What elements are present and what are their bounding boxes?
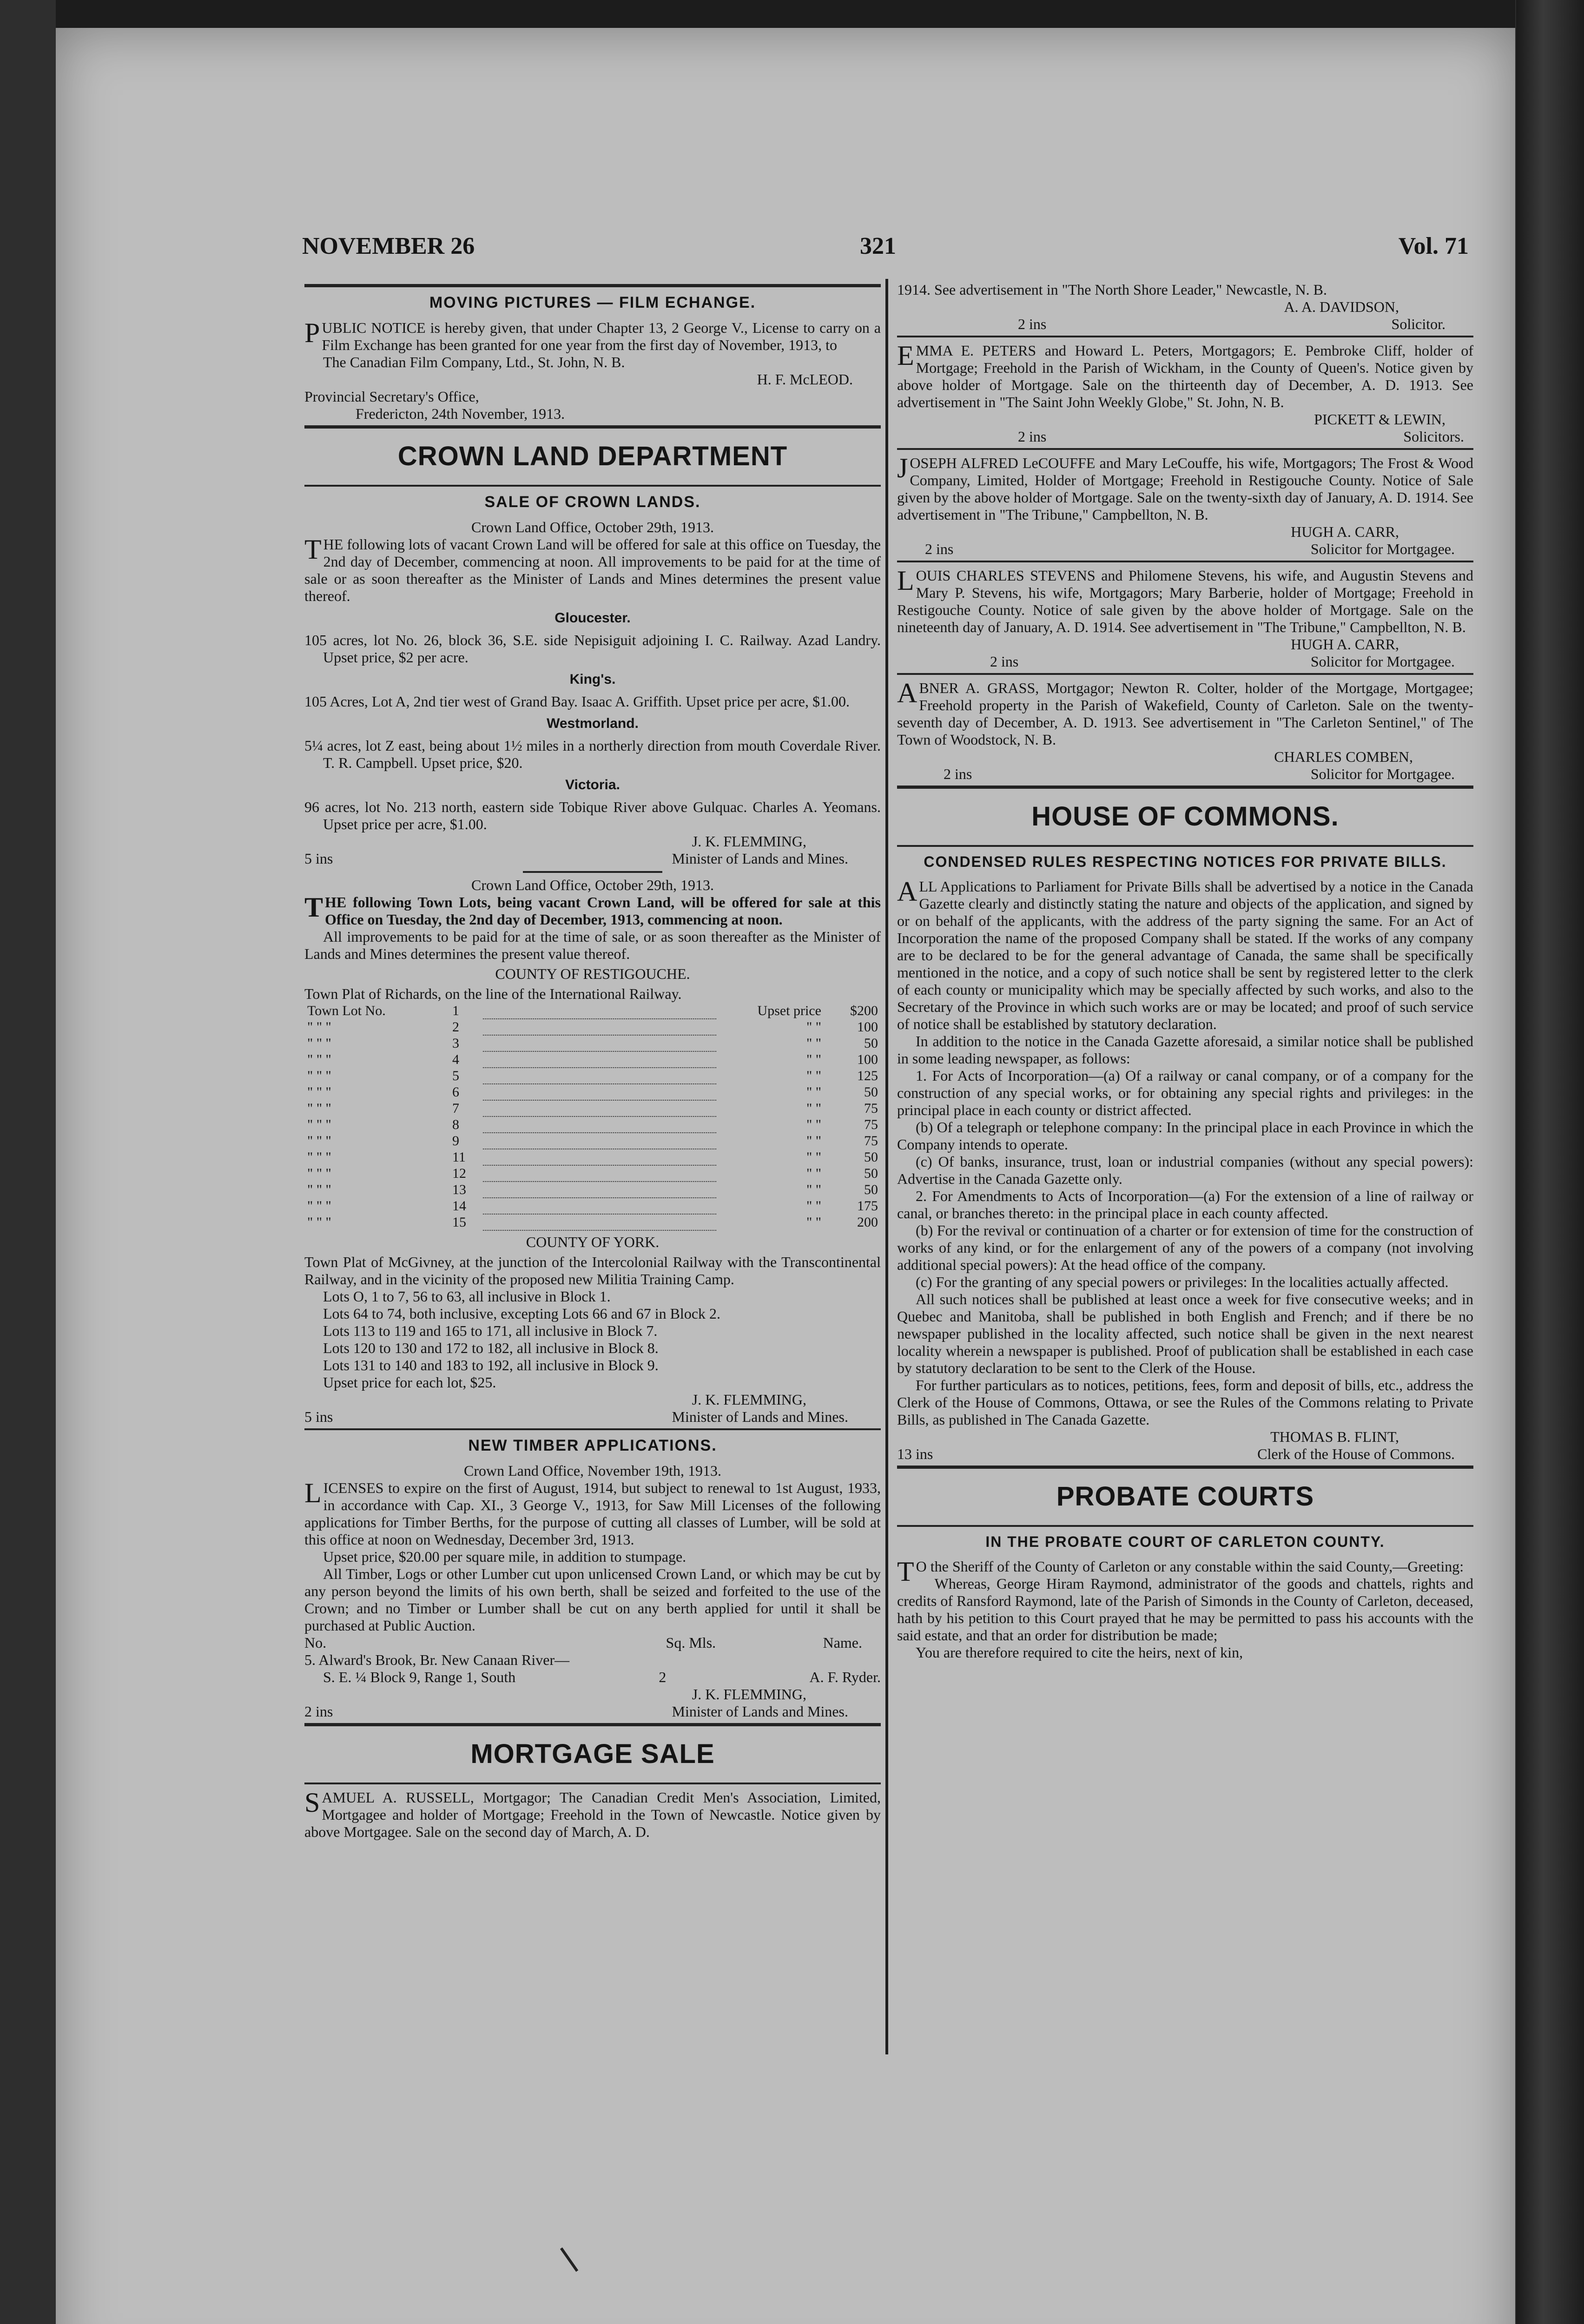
- insertion-count: 2 ins: [990, 653, 1019, 670]
- rule: [304, 284, 881, 287]
- lot-number: 12: [452, 1166, 466, 1181]
- timber-body-3: All Timber, Logs or other Lumber cut upon unlicensed Crown Land, or which may be cut by any person beyond the limits of his own berth, shall be seized and forfeited to the use of the Crown; and no Timber or Lumber shall be cut on any berth applied for until it shall be purchased at Public Auction.: [304, 1565, 881, 1634]
- commons-p8: (c) For the granting of any special powers or privileges: In the localities actually affected.: [916, 1274, 1449, 1290]
- peters-signer: PICKETT & LEWIN,: [1314, 411, 1445, 428]
- county-gloucester: Gloucester.: [554, 610, 631, 626]
- lot-number: 14: [452, 1198, 466, 1214]
- commons-p6: 2. For Amendments to Acts of Incorporation—(a) For the extension of a line of railway or canal, or branches thereto: in the principal place in each county affected.: [897, 1188, 1473, 1221]
- insertion-count: 2 ins: [304, 1703, 333, 1720]
- upset-label: " ": [806, 1166, 821, 1181]
- lot-number: 2: [452, 1019, 459, 1035]
- lot-number: 15: [452, 1215, 466, 1230]
- volume-number: Vol. 71: [1398, 233, 1469, 259]
- lot-leader: [483, 1182, 716, 1198]
- rule: [897, 786, 1473, 789]
- town-lot-row: [304, 1198, 881, 1214]
- upset-label: " ": [806, 1084, 821, 1100]
- crown-signer-2: J. K. FLEMMING,: [692, 1391, 806, 1408]
- york-lots-1: Lots O, 1 to 7, 56 to 63, all inclusive in Block 1.: [323, 1288, 611, 1305]
- probate-p3: You are therefore required to cite the heirs, next of kin,: [916, 1644, 1243, 1661]
- lot-label: " " ": [307, 1019, 331, 1035]
- lot-price: 50: [864, 1166, 878, 1181]
- timber-row-2-sq: 2: [659, 1669, 667, 1685]
- grass-notice: ABNER A. GRASS, Mortgagor; Newton R. Colter, holder of the Mortgage, Mortgagee; Freehold property in the Parish of Wakefield, County of Carleton. Sale on the twenty-seventh day of December, A. D. 1913. See advertisement in "The Carleton Sentinel," of The Town of Woodstock, N. B.: [897, 678, 1473, 748]
- lot-number: 3: [452, 1036, 459, 1051]
- top-edge: [56, 0, 1515, 28]
- lot-number: 8: [452, 1117, 459, 1132]
- secretary-office: Provincial Secretary's Office,: [304, 388, 479, 405]
- upset-label: " ": [806, 1133, 821, 1149]
- gloucester-lot: 105 acres, lot No. 26, block 36, S.E. side Nepisiguit adjoining I. C. Railway. Azad Landry. Upset price, $2 per acre.: [304, 632, 881, 666]
- mortgage-sale-heading: MORTGAGE SALE: [470, 1739, 715, 1769]
- county-york: COUNTY OF YORK.: [526, 1234, 660, 1250]
- header-date: NOVEMBER 26: [302, 233, 475, 259]
- commons-p5: (c) Of banks, insurance, trust, loan or industrial companies (without any special powers): Advertise in the Canada Gazette only.: [897, 1153, 1473, 1187]
- timber-signer: J. K. FLEMMING,: [692, 1686, 806, 1703]
- rule: [897, 845, 1473, 847]
- lot-number: 13: [452, 1182, 466, 1197]
- page-header: [302, 232, 1469, 270]
- insertion-count: 2 ins: [944, 766, 972, 782]
- town-lot-row: [304, 1084, 881, 1100]
- commons-p9: All such notices shall be published at least once a week for five consecutive weeks; and in Quebec and Manitoba, shall be published in both English and French; and if there be no newspaper published in the locality affected, such notice shall be given in the next nearest locality wherein a newspaper is published. Proof of publication shall be established in each case by statutory declaration to be sent to the Clerk of the House.: [897, 1291, 1473, 1376]
- sale-crown-lands-heading: SALE OF CROWN LANDS.: [484, 493, 701, 511]
- rule: [304, 485, 881, 487]
- right-column: [897, 281, 1473, 1661]
- stevens-notice: LOUIS CHARLES STEVENS and Philomene Stevens, his wife, and Augustin Stevens and Mary P. Stevens, his wife, Mortgagors; Mary Barberie, holder of Mortgage; Freehold in Restigouche County. Notice of sale given by the above holder of Mortgage. Sale on the nineteenth day of January, A. D. 1914. See advertisement in "The Tribune," Campbellton, N. B.: [897, 565, 1473, 635]
- lot-leader: [483, 1068, 716, 1084]
- lot-price: 75: [864, 1117, 878, 1132]
- lot-leader: [483, 1116, 716, 1133]
- commons-sig: [897, 1446, 1473, 1463]
- town-lot-row: [304, 1182, 881, 1198]
- solicitor-title: Solicitor for Mortgagee.: [1310, 766, 1455, 782]
- col-sq-mls: Sq. Mls.: [666, 1634, 716, 1651]
- lot-label: " " ": [307, 1101, 331, 1116]
- binding-spine: [1516, 0, 1584, 2324]
- lot-label: " " ": [307, 1149, 331, 1165]
- stevens-sig: [897, 653, 1473, 670]
- crown-sig-2: [304, 1408, 881, 1426]
- lot-leader: [483, 1100, 716, 1116]
- lot-label: Town Lot No.: [307, 1003, 386, 1018]
- town-lot-row: [304, 1100, 881, 1116]
- lot-label: " " ": [307, 1052, 331, 1067]
- lot-price: 50: [864, 1182, 878, 1197]
- lecouffe-notice: JOSEPH ALFRED LeCOUFFE and Mary LeCouffe, his wife, Mortgagors; The Frost & Wood Company, Limited, Holder of Mortgage; Freehold in Restigouche County. Notice of Sale given by the above holder of Mortgage. Sale on the twenty-sixth day of January, A. D. 1914. See advertisement in "The Tribune," Campbellton, N. B.: [897, 453, 1473, 523]
- insertion-count: 5 ins: [304, 850, 333, 867]
- insertion-count: 5 ins: [304, 1408, 333, 1425]
- crown-dateline-1: Crown Land Office, October 29th, 1913.: [471, 519, 714, 535]
- commons-signer: THOMAS B. FLINT,: [1270, 1428, 1399, 1445]
- rule: [304, 425, 881, 429]
- upset-label: " ": [806, 1198, 821, 1214]
- timber-row-2-name: A. F. Ryder.: [809, 1669, 881, 1685]
- probate-p1: TO the Sheriff of the County of Carleton or any constable within the said County,—Greeting:: [897, 1556, 1464, 1587]
- lot-leader: [483, 1051, 716, 1068]
- town-lot-row: [304, 1149, 881, 1165]
- town-lots-table: [304, 1003, 881, 1231]
- commons-p1: ALL Applications to Parliament for Private Bills shall be advertised by a notice in the Canada Gazette clearly and distinctly stating the nature and objects of the application, and signed by or on behalf of the applicants, with the address of the party signing the same. For an Act of Incorporation the name of the proposed Company shall be stated. If the works of any company are to be declared to be for the general advantage of Canada, the same shall be specifically mentioned in the notice, and a copy of such notice shall be sent by registered letter to the clerk of each county or municipality which may be specially affected by such works, and also to the Secretary of the Province in which such works are or may be located; and proof of such service of notice shall be established by statutory declaration.: [897, 876, 1473, 1032]
- lot-number: 5: [452, 1068, 459, 1083]
- upset-label: " ": [806, 1068, 821, 1083]
- commons-p3: 1. For Acts of Incorporation—(a) Of a railway or canal company, or of a company for the construction of any special works, or for obtaining any special rights and privileges: in the principal place in each county or district affected.: [897, 1067, 1473, 1118]
- crown-intro-1: THE following lots of vacant Crown Land will be offered for sale at this office on Tuesday, the 2nd day of December, commencing at noon. All improvements to be paid for at the time of sale or as soon thereafter as the Minister of Lands and Mines determines the present value thereof.: [304, 534, 881, 604]
- lot-label: " " ": [307, 1166, 331, 1181]
- solicitor-title: Solicitors.: [1403, 428, 1464, 445]
- town-lot-row: [304, 1068, 881, 1084]
- stevens-signer: HUGH A. CARR,: [1291, 636, 1399, 653]
- york-lots-4: Lots 120 to 130 and 172 to 182, all inclusive in Block 8.: [323, 1340, 659, 1356]
- timber-table-head: [304, 1634, 881, 1651]
- lot-price: 50: [864, 1149, 878, 1165]
- york-lots-5: Lots 131 to 140 and 183 to 192, all inclusive in Block 9.: [323, 1357, 659, 1373]
- lot-label: " " ": [307, 1036, 331, 1051]
- rule: [304, 1428, 881, 1430]
- lot-label: " " ": [307, 1215, 331, 1230]
- county-restigouche: COUNTY OF RESTIGOUCHE.: [495, 965, 690, 982]
- lot-number: 9: [452, 1133, 459, 1149]
- upset-label: Upset price: [757, 1003, 821, 1018]
- lot-leader: [483, 1084, 716, 1100]
- lot-price: 100: [857, 1052, 878, 1067]
- lot-price: $200: [850, 1003, 878, 1018]
- minister-title: Minister of Lands and Mines.: [672, 1703, 848, 1720]
- peters-notice: EMMA E. PETERS and Howard L. Peters, Mortgagors; E. Pembroke Cliff, holder of Mortgage; Freehold in the Parish of Wickham, in the County of Queen's. Notice given by above holder of Mortgage. Sale on the thirteenth day of December, A. D. 1913. See advertisement in "The Saint John Weekly Globe," St. John, N. B.: [897, 340, 1473, 410]
- town-lot-row: [304, 1214, 881, 1230]
- rule: [897, 448, 1473, 450]
- lot-price: 200: [857, 1215, 878, 1230]
- lot-label: " " ": [307, 1133, 331, 1149]
- moving-pictures-heading: MOVING PICTURES — FILM ECHANGE.: [429, 294, 756, 311]
- russell-notice: SAMUEL A. RUSSELL, Mortgagor; The Canadian Credit Men's Association, Limited, Mortgagee and holder of Mortgage; Freehold in the Town of Newcastle. Notice given by above Mortgagee. Sale on the second day of March, A. D.: [304, 1787, 881, 1840]
- lot-price: 50: [864, 1036, 878, 1051]
- timber-body-1: LICENSES to expire on the first of August, 1914, but subject to renewal to 1st August, 1933, in accordance with Cap. XI., 3 George V., 1913, for Saw Mill Licenses of the following applications for Timber Berths, for the purpose of cutting all classes of Lumber, will be sold at this office at noon on Wednesday, December 3rd, 1913.: [304, 1478, 881, 1548]
- town-lot-row: [304, 1165, 881, 1182]
- private-bills-heading: CONDENSED RULES RESPECTING NOTICES FOR PRIVATE BILLS.: [924, 853, 1447, 870]
- rule: [304, 1783, 881, 1784]
- solicitor-title: Solicitor.: [1391, 316, 1445, 332]
- rule: [897, 561, 1473, 562]
- grass-signer: CHARLES COMBEN,: [1274, 748, 1413, 765]
- column-divider: [885, 279, 888, 2054]
- left-column: [304, 281, 881, 1841]
- peters-sig-2: [897, 428, 1473, 445]
- probate-courts-heading: PROBATE COURTS: [1056, 1481, 1314, 1512]
- short-rule: [523, 871, 662, 873]
- lot-label: " " ": [307, 1117, 331, 1132]
- timber-row-2-desc: S. E. ¼ Block 9, Range 1, South: [323, 1669, 516, 1685]
- lecouffe-sig: [897, 541, 1473, 558]
- upset-label: " ": [806, 1149, 821, 1165]
- davidson-sig: [897, 316, 1473, 333]
- timber-body-2: Upset price, $20.00 per square mile, in addition to stumpage.: [323, 1548, 686, 1565]
- crown-intro-2b: All improvements to be paid for at the time of sale, or as soon thereafter as the Minister of Lands and Mines determines the present value thereof.: [304, 928, 881, 962]
- commons-p4: (b) Of a telegraph or telephone company: In the principal place in each Province in which the Company intends to operate.: [897, 1119, 1473, 1153]
- lot-number: 4: [452, 1052, 459, 1067]
- minister-title: Minister of Lands and Mines.: [672, 1408, 848, 1425]
- lot-number: 6: [452, 1084, 459, 1100]
- probate-p2: Whereas, George Hiram Raymond, administrator of the goods and chattels, rights and credits of Ransford Raymond, late of the Parish of Simonds in the County of Carleton, deceased, hath by his petition to this Court prayed that he may be permitted to pass his accounts with the said estate, and that an order for distribution be made;: [897, 1575, 1473, 1644]
- timber-row-1: 5. Alward's Brook, Br. New Canaan River—: [304, 1651, 570, 1668]
- timber-sig: [304, 1703, 881, 1720]
- film-company: The Canadian Film Company, Ltd., St. John, N. B.: [323, 354, 625, 370]
- lot-price: 75: [864, 1101, 878, 1116]
- rule: [897, 1466, 1473, 1469]
- upset-label: " ": [806, 1036, 821, 1051]
- commons-p10: For further particulars as to notices, petitions, fees, form and deposit of bills, etc., address the Clerk of the House of Commons, Ottawa, or see the Rules of the Commons relating to Private Bills, as published in The Canada Gazette.: [897, 1377, 1473, 1428]
- lot-leader: [483, 1035, 716, 1051]
- lot-leader: [483, 1198, 716, 1214]
- victoria-lot: 96 acres, lot No. 213 north, eastern side Tobique River above Gulquac. Charles A. Yeomans. Upset price per acre, $1.00.: [304, 799, 881, 832]
- lot-price: 175: [857, 1198, 878, 1214]
- insertion-count: 2 ins: [1018, 428, 1047, 445]
- commons-p2: In addition to the notice in the Canada Gazette aforesaid, a similar notice shall be published in some leading newspaper, as follows:: [897, 1033, 1473, 1067]
- lot-price: 100: [857, 1019, 878, 1035]
- rule: [897, 1525, 1473, 1527]
- carleton-probate-heading: IN THE PROBATE COURT OF CARLETON COUNTY.: [985, 1533, 1385, 1550]
- peters-sig-1: [897, 411, 1473, 428]
- insertion-count: 2 ins: [1018, 316, 1047, 332]
- moving-signer: H. F. McLEOD.: [757, 371, 853, 388]
- davidson-notice-cont: 1914. See advertisement in "The North Shore Leader," Newcastle, N. B.: [897, 281, 1327, 298]
- county-kings: King's.: [569, 672, 616, 687]
- lot-price: 75: [864, 1133, 878, 1149]
- lot-leader: [483, 1019, 716, 1035]
- upset-label: " ": [806, 1117, 821, 1132]
- col-name: Name.: [823, 1634, 862, 1651]
- town-lot-row: [304, 1019, 881, 1035]
- moving-dateline: Fredericton, 24th November, 1913.: [356, 405, 565, 422]
- lot-number: 11: [452, 1149, 466, 1165]
- county-westmorland: Westmorland.: [547, 716, 639, 731]
- town-lot-row: [304, 1133, 881, 1149]
- insertion-count: 13 ins: [897, 1446, 933, 1462]
- rule: [304, 1723, 881, 1726]
- lot-leader: [483, 1133, 716, 1149]
- lot-label: " " ": [307, 1198, 331, 1214]
- upset-label: " ": [806, 1215, 821, 1230]
- page-number: 321: [860, 233, 896, 259]
- town-lot-row: [304, 1116, 881, 1133]
- westmorland-lot: 5¼ acres, lot Z east, being about 1½ miles in a northerly direction from mouth Coverdale River. T. R. Campbell. Upset price, $20.: [304, 737, 881, 771]
- york-upset-price: Upset price for each lot, $25.: [323, 1374, 496, 1391]
- crown-land-heading: CROWN LAND DEPARTMENT: [397, 441, 788, 471]
- mcgivney-plat: Town Plat of McGivney, at the junction of the Intercolonial Railway with the Transcontinental Railway, and in the vicinity of the proposed new Militia Training Camp.: [304, 1254, 881, 1287]
- solicitor-title: Solicitor for Mortgagee.: [1310, 541, 1455, 557]
- crown-intro-2: THE following Town Lots, being vacant Crown Land, will be offered for sale at this Office on Tuesday, the 2nd day of December, 1913, commencing at noon.: [304, 892, 881, 928]
- kings-lot: 105 Acres, Lot A, 2nd tier west of Grand Bay. Isaac A. Griffith. Upset price per acre, $1.00.: [304, 693, 850, 710]
- timber-heading: NEW TIMBER APPLICATIONS.: [468, 1437, 717, 1454]
- upset-label: " ": [806, 1182, 821, 1197]
- crown-signer-1: J. K. FLEMMING,: [692, 833, 806, 850]
- house-of-commons-heading: HOUSE OF COMMONS.: [1031, 801, 1339, 832]
- grass-sig: [897, 766, 1473, 783]
- rule: [897, 336, 1473, 337]
- minister-title: Minister of Lands and Mines.: [672, 850, 848, 867]
- timber-dateline: Crown Land Office, November 19th, 1913.: [464, 1462, 721, 1479]
- lecouffe-signer: HUGH A. CARR,: [1291, 523, 1399, 540]
- upset-label: " ": [806, 1019, 821, 1035]
- crown-sig-1: [304, 850, 881, 867]
- town-lot-row: [304, 1051, 881, 1068]
- town-lot-row: [304, 1035, 881, 1051]
- county-victoria: Victoria.: [565, 777, 620, 792]
- davidson-signer: A. A. DAVIDSON,: [1284, 298, 1399, 315]
- lot-price: 50: [864, 1084, 878, 1100]
- lot-leader: [483, 1214, 716, 1230]
- lot-price: 125: [857, 1068, 878, 1083]
- crown-dateline-2: Crown Land Office, October 29th, 1913.: [471, 877, 714, 893]
- timber-row-2: [304, 1669, 881, 1686]
- rule: [897, 673, 1473, 675]
- upset-label: " ": [806, 1101, 821, 1116]
- upset-label: " ": [806, 1052, 821, 1067]
- lot-label: " " ": [307, 1068, 331, 1083]
- lot-number: 7: [452, 1101, 459, 1116]
- richards-plat: Town Plat of Richards, on the line of the International Railway.: [304, 985, 682, 1002]
- lot-number: 1: [452, 1003, 459, 1018]
- insertion-count: 2 ins: [925, 541, 954, 557]
- commons-p7: (b) For the revival or continuation of a charter or for extension of time for the construction of works of any kind, or for the enlargement of any of the powers of a company (not involving additional special powers): At the head office of the company.: [897, 1222, 1473, 1273]
- lot-leader: [483, 1003, 716, 1019]
- lot-leader: [483, 1165, 716, 1182]
- lot-label: " " ": [307, 1084, 331, 1100]
- moving-pictures-notice: PUBLIC NOTICE is hereby given, that under Chapter 13, 2 George V., License to carry on a Film Exchange has been granted for one year from the first day of November, 1913, to: [304, 317, 881, 353]
- york-lots-2: Lots 64 to 74, both inclusive, excepting Lots 66 and 67 in Block 2.: [323, 1305, 721, 1322]
- lot-leader: [483, 1149, 716, 1165]
- col-no: No.: [304, 1634, 327, 1651]
- solicitor-title: Solicitor for Mortgagee.: [1310, 653, 1455, 670]
- lot-label: " " ": [307, 1182, 331, 1197]
- york-lots-3: Lots 113 to 119 and 165 to 171, all inclusive in Block 7.: [323, 1322, 658, 1339]
- town-lot-row: [304, 1003, 881, 1019]
- clerk-title: Clerk of the House of Commons.: [1257, 1446, 1455, 1462]
